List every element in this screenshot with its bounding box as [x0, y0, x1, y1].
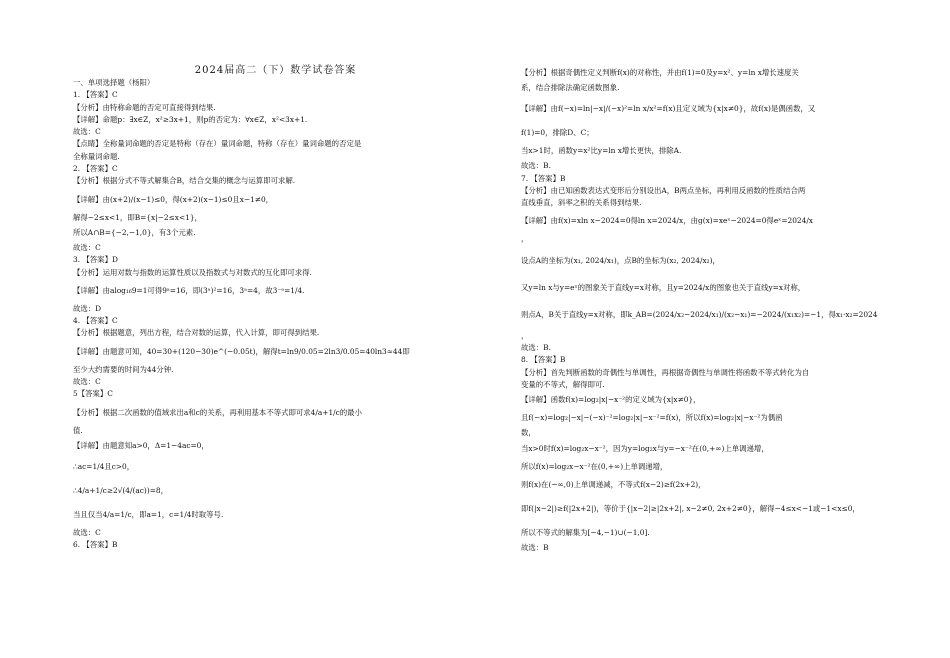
q3-answer: 3. 【答案】D — [73, 255, 118, 265]
q4-choice: 故选：C — [73, 377, 101, 387]
q7-points: 设点A的坐标为(x₁, 2024/x₁)，点B的坐标为(x₂, 2024/x₂)， — [521, 255, 720, 265]
q1-note: 【点睛】全称量词命题的否定是特称（存在）量词命题，特称（存在）量词命题的否定是 — [73, 139, 362, 149]
q3-choice: 故选：D — [73, 303, 102, 313]
q7-analysis-cont: 直线垂直，斜率之积的关系得到结果. — [521, 198, 642, 208]
q1-note-cont: 全称量词命题. — [73, 151, 120, 161]
q8-choice: 故选：B — [521, 542, 549, 552]
q8-answer: 8. 【答案】B — [521, 355, 566, 365]
q2-detail: 【详解】由(x+2)/(x−1)≤0，得(x+2)(x−1)≤0且x−1≠0， — [73, 194, 274, 204]
q5-detail: 【详解】由题意知a>0，Δ=1−4ac=0， — [73, 440, 209, 450]
q8-domain: 【详解】函数f(x)=log₂|x|−x⁻²的定义域为{x|x≠0}， — [521, 395, 701, 405]
q7-symmetry: 又y=ln x与y=eˣ的图象关于直线y=x对称，且y=2024/x的图象也关于直线y=x对称， — [521, 282, 806, 292]
q2-intersection: 所以A∩B={−2,−1,0}，有3个元素. — [73, 227, 196, 237]
q4-analysis: 【分析】根据题意，列出方程，结合对数的运算，代入计算，即可得到结果. — [73, 328, 320, 338]
q5-answer: 5【答案】C — [73, 389, 113, 399]
q8-analysis: 【分析】首先判断函数的奇偶性与单调性，再根据奇偶性与单调性将函数不等式转化为自 — [521, 367, 810, 377]
q8-solution-set: 所以不等式的解集为[−4,−1)∪(−1,0]. — [521, 527, 650, 537]
q4-answer: 4. 【答案】C — [73, 316, 118, 326]
q7-slope: 则点A，B关于直线y=x对称，即k_AB=(2024/x₂−2024/x₁)/(x₂−x₁)=−2024/(x₁x₂)=−1，得x₁·x₂=2024 — [521, 309, 878, 319]
q6-analysis-cont: 系，结合排除法确定函数图象. — [521, 83, 620, 92]
q7-answer: 7. 【答案】B — [521, 173, 566, 183]
q4-conclusion: 至少大约需要的时间为44分钟. — [73, 364, 174, 374]
q6-detail: 【详解】由f(−x)=ln|−x|/(−x)²=ln x/x²=f(x)且定义域为{x|x≠0}，故f(x)是偶函数，又 — [521, 104, 816, 114]
q7-comma: ， — [521, 234, 529, 244]
q8-monotone: 当x>0时f(x)=log₂x−x⁻²，因为y=log₂x与y=−x⁻²在(0,+∞)上单调递增， — [521, 443, 769, 453]
q6-growth: 当x>1时，函数y=x²比y=ln x增长更快，排除A. — [521, 146, 682, 156]
q8-system: 即f(|x−2|)≥f(|2x+2|)，等价于{|x−2|≥|2x+2|, x−2≠0, 2x+2≠0}，解得−4≤x<−1或−1<x≤0， — [521, 503, 860, 513]
q1-analysis: 【分析】由特称命题的否定可直接得到结果. — [73, 102, 216, 112]
q3-detail: 【详解】由alog₁₆9=1可得9ᵃ=16，即(3ᵃ)²=16，3ᵃ=4，故3⁻ᵃ=1/4. — [73, 285, 305, 295]
q6-analysis: 【分析】根据奇偶性定义判断f(x)的对称性，并由f(1)=0及y=x²、y=ln x增长速度关 — [521, 68, 799, 77]
q6-answer: 6. 【答案】B — [73, 540, 118, 550]
q5-step2: ∴4/a+1/c≥2√(4/(ac))=8， — [73, 485, 168, 495]
q2-choice: 故选：C — [73, 242, 101, 252]
q2-answer: 2. 【答案】C — [73, 164, 118, 174]
q1-choice: 故选：C — [73, 127, 101, 137]
q5-equality: 当且仅当4/a=1/c，即a=1，c=1/4时取等号. — [73, 509, 224, 519]
page-title: 2024届高二（下）数学试卷答案 — [194, 65, 357, 76]
q7-comma-2: ， — [521, 330, 529, 340]
q6-choice: 故选：B. — [521, 161, 551, 171]
q8-even: 且f(−x)=log₂|−x|−(−x)⁻²=log₂|x|−x⁻²=f(x)，所以f(x)=log₂|x|−x⁻²为偶函 — [521, 413, 783, 423]
q5-analysis: 【分析】根据二次函数的值域求出a和c的关系，再利用基本不等式即可求4/a+1/c的最小 — [73, 407, 362, 417]
q4-detail: 【详解】由题意可知，40=30+(120−30)e^(−0.05t)，解得t=ln9/0.05=2ln3/0.05=40ln3≈44即 — [73, 346, 410, 356]
q1-answer: 1. 【答案】C — [73, 90, 118, 100]
q6-detail-cont: f(1)=0，排除D、C； — [521, 128, 594, 138]
q7-analysis: 【分析】由已知函数表达式变形后分别设出A，B两点坐标，再利用反函数的性质结合两 — [521, 185, 806, 195]
q7-choice: 故选：B. — [521, 343, 551, 353]
q7-detail: 【详解】由f(x)=xln x−2024=0得ln x=2024/x，由g(x)=xeˣ−2024=0得eˣ=2024/x — [521, 216, 813, 226]
q3-analysis: 【分析】运用对数与指数的运算性质以及指数式与对数式的互化即可求得. — [73, 267, 312, 277]
q8-analysis-cont: 变量的不等式，解得即可. — [521, 379, 605, 389]
q2-analysis: 【分析】根据分式不等式解集合B，结合交集的概念与运算即可求解. — [73, 176, 296, 186]
q5-analysis-cont: 值. — [73, 425, 83, 435]
right-column — [521, 64, 926, 554]
q8-decreasing: 则f(x)在(−∞,0)上单调递减，不等式f(x−2)≥f(2x+2)， — [521, 479, 706, 489]
q5-step1: ∴ac=1/4且c>0， — [73, 461, 135, 471]
q1-detail: 【详解】命题p：∃x∈Z，x²≥3x+1，则p的否定为：∀x∈Z，x²<3x+1. — [73, 114, 308, 124]
q8-increasing: 所以f(x)=log₂x−x⁻²在(0,+∞)上单调递增， — [521, 461, 668, 471]
q5-choice: 故选：C — [73, 527, 101, 537]
section-heading: 一、单项选择题（杨阳） — [73, 78, 155, 87]
q8-even-cont: 数， — [521, 428, 536, 438]
left-column — [73, 64, 478, 552]
q2-solve: 解得−2≤x<1，即B={x|−2≤x<1}， — [73, 212, 202, 222]
